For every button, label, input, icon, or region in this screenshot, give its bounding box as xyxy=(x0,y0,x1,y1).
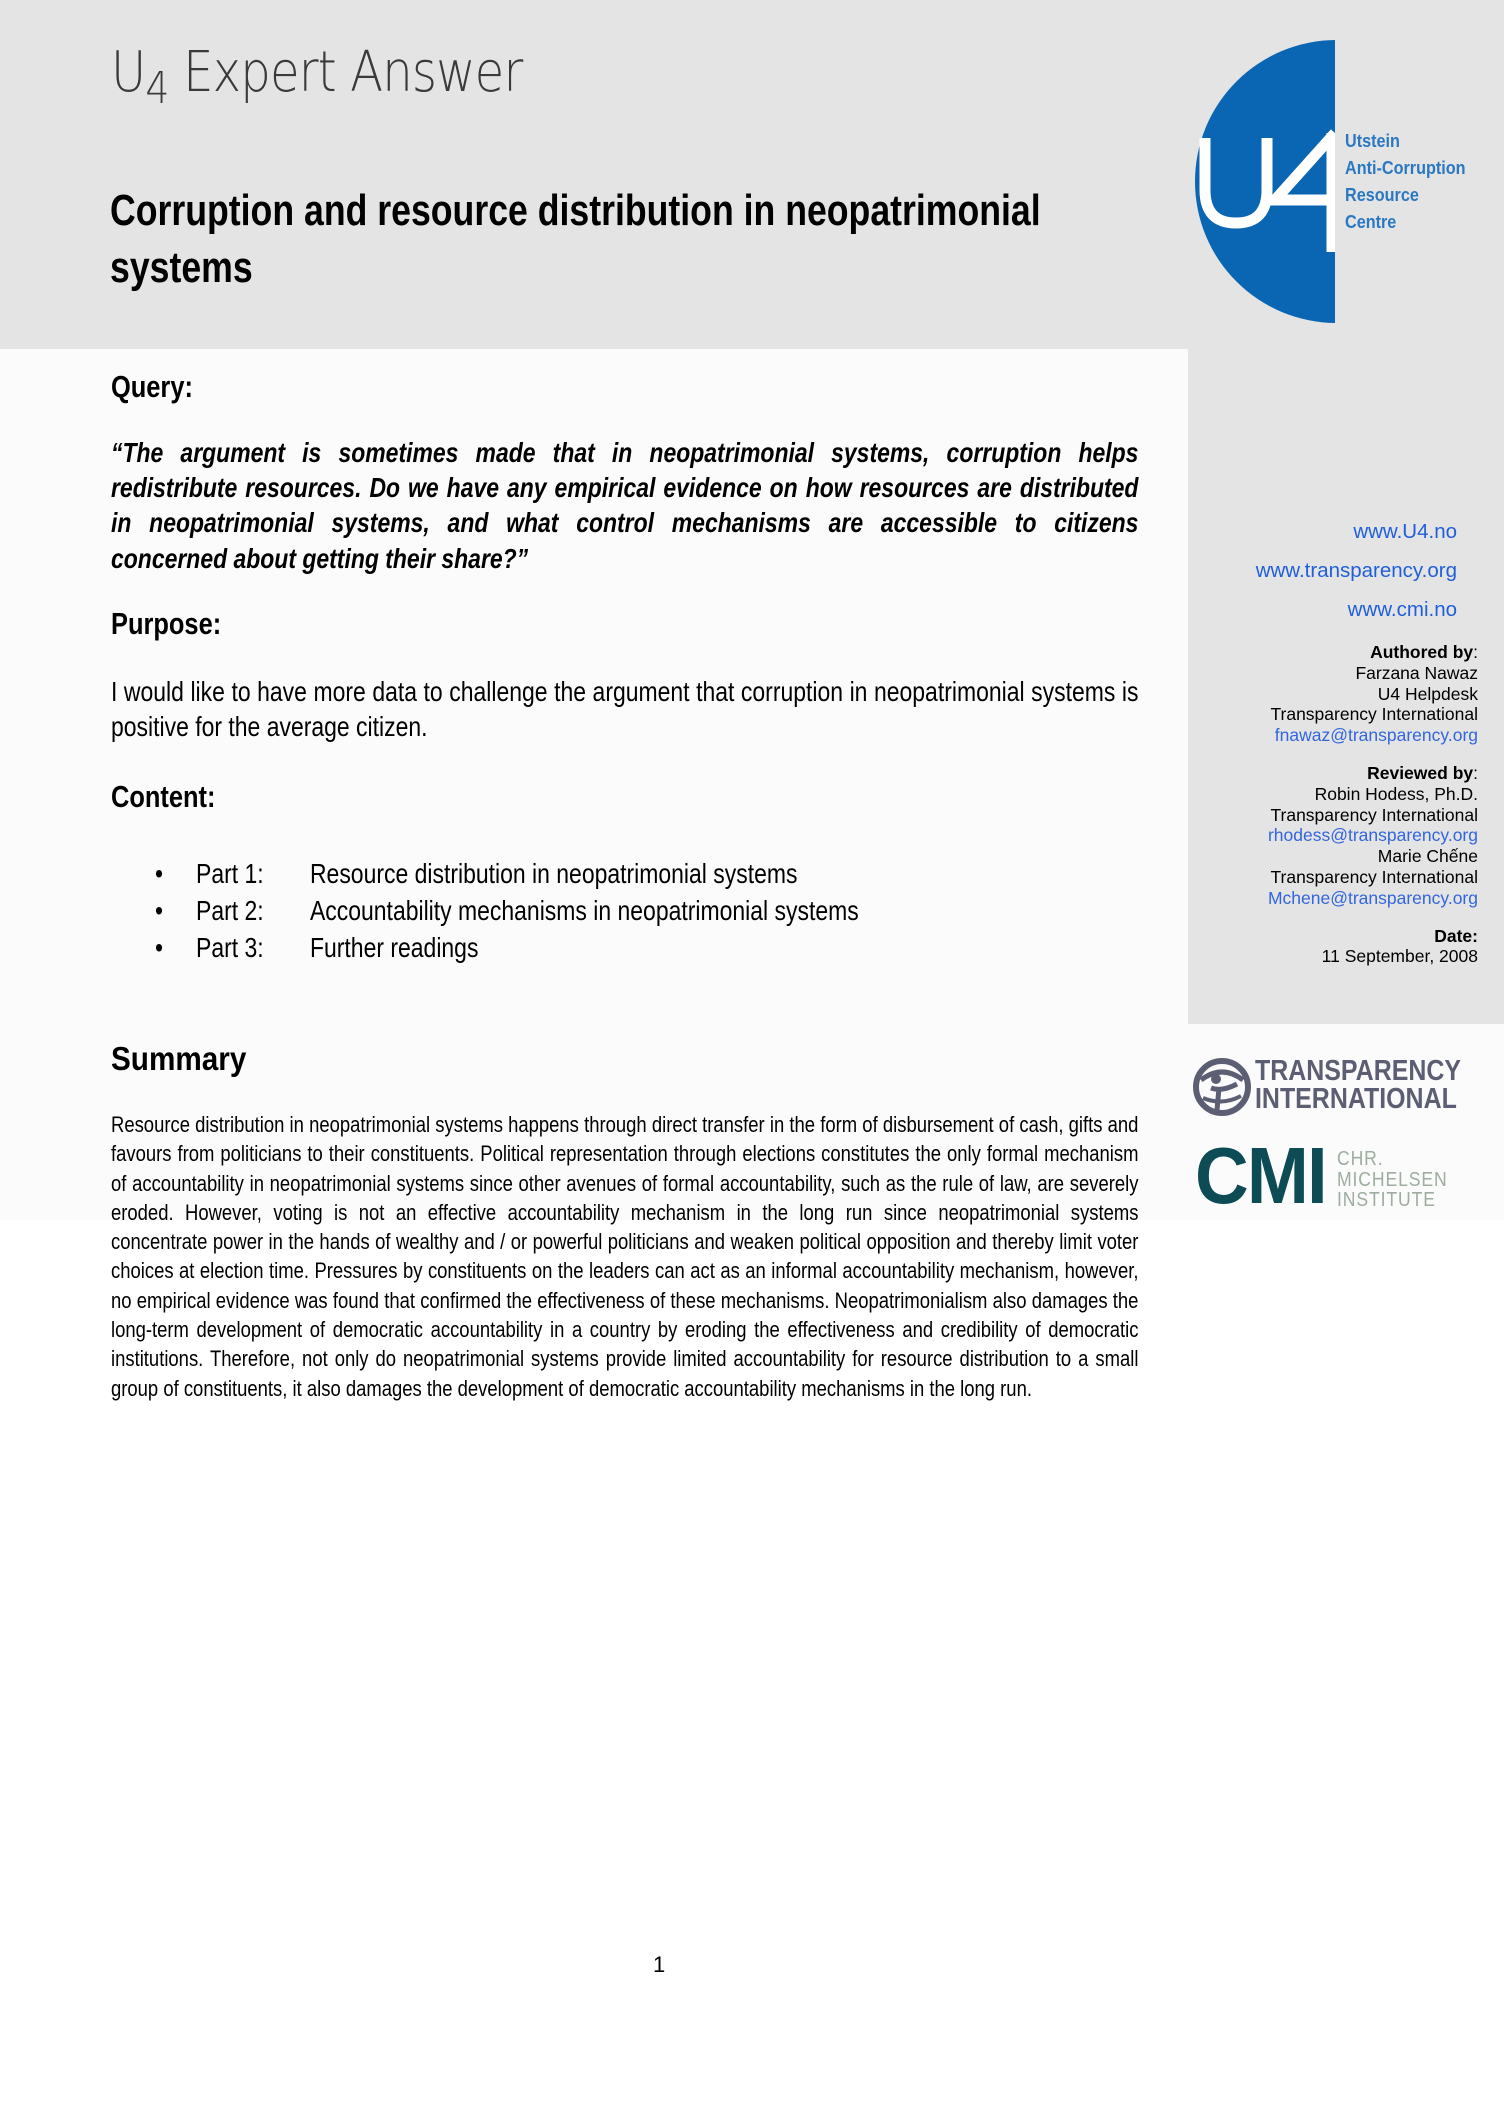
reviewer-email-link[interactable]: Mchene@transparency.org xyxy=(1267,887,1478,908)
reviewed-by-label: Reviewed by: xyxy=(1367,762,1478,783)
u4-logo-line: Centre xyxy=(1345,212,1397,232)
content-heading: Content: xyxy=(111,779,216,814)
content-part-title: Accountability mechanisms in neopatrimonial systems xyxy=(309,895,859,926)
reviewer-name: Robin Hodess, Ph.D. xyxy=(1314,783,1478,804)
content-part-label: Part 1: xyxy=(196,858,264,889)
summary-heading: Summary xyxy=(111,1040,247,1077)
content-part-label: Part 3: xyxy=(196,932,264,963)
u4-mark-icon xyxy=(1195,40,1335,323)
date-value: 11 September, 2008 xyxy=(1321,946,1478,967)
author-name: Farzana Nawaz xyxy=(1355,662,1478,683)
link-transparency[interactable]: www.transparency.org xyxy=(1255,559,1457,582)
authored-label-text: Authored by xyxy=(1370,642,1474,662)
reviewed-label-text: Reviewed by xyxy=(1367,762,1474,783)
date-label: Date: xyxy=(1434,925,1478,946)
summary-text: Resource distribution in neopatrimonial systems happens through direct transfer in the form of disbursement of cash, gifts and favours from politicians to their constituents. Political representation through elections constitutes the only formal mechanism of accountability in neopatrimonial systems since other avenues of formal accountability, such as the rule of law, are severely eroded. However, voting is not an effective accountability mechanism in the long run since neopatrimonial systems concentrate power in the hands of wealthy and / or powerful politicians and weaken political opposition and thereby limit voter choices at election time. Pressures by constituents on the leaders can act as an informal accountability mechanism, however, no empirical evidence was found that confirmed the effectiveness of these mechanisms. Neopatrimonialism also damages the long-term development of democratic accountability in a country by eroding the effectiveness and credibility of democratic institutions. Therefore, not only do neopatrimonial systems provide limited accountability for resource distribution to a small group of constituents, it also damages the development of democratic accountability mechanisms in the long run. xyxy=(111,1112,1139,1401)
ti-line2: INTERNATIONAL xyxy=(1255,1083,1457,1115)
query-heading: Query: xyxy=(111,369,193,404)
ti-globe-icon xyxy=(1193,1058,1251,1116)
reviewer-email-link[interactable]: rhodess@transparency.org xyxy=(1267,825,1478,846)
u4-logo-line: Utstein xyxy=(1345,131,1400,151)
page-number: 1 xyxy=(653,1952,666,1977)
u4-logo-text xyxy=(1345,128,1466,236)
purpose-text: I would like to have more data to challenge the argument that corruption in neopatrimonial systems is positive for the average citizen. xyxy=(111,676,1139,742)
document-metadata xyxy=(1268,642,1478,967)
link-u4[interactable]: www.U4.no xyxy=(1353,520,1457,543)
brand-rest: Expert Answer xyxy=(168,40,523,105)
reviewer-org: Transparency International xyxy=(1270,804,1478,825)
purpose-heading: Purpose: xyxy=(111,606,222,641)
brand-prefix: U xyxy=(111,40,146,105)
author-unit: U4 Helpdesk xyxy=(1377,683,1478,704)
ti-logo-text xyxy=(1255,1057,1461,1113)
cmi-line: CHR. xyxy=(1337,1148,1384,1170)
cmi-mark: CMI xyxy=(1195,1131,1326,1220)
content-part-title: Resource distribution in neopatrimonial systems xyxy=(309,858,798,889)
series-brand xyxy=(111,40,523,114)
cmi-logo-text xyxy=(1337,1149,1448,1211)
brand-sub: 4 xyxy=(145,63,169,114)
ti-line1: TRANSPARENCY xyxy=(1255,1055,1462,1087)
u4-logo-line: Resource xyxy=(1345,185,1419,205)
reviewer-name: Marie Chếne xyxy=(1377,846,1478,867)
cmi-line: INSTITUTE xyxy=(1337,1189,1436,1211)
bullet-icon: • xyxy=(155,895,164,926)
cmi-logo xyxy=(1195,1131,1465,1220)
bullet-icon: • xyxy=(155,858,164,889)
bullet-icon: • xyxy=(155,932,164,963)
document-title: Corruption and resource distribution in neopatrimonial systems xyxy=(110,186,1041,292)
transparency-international-logo xyxy=(1193,1057,1468,1119)
reviewer-org: Transparency International xyxy=(1270,866,1478,887)
author-email-link[interactable]: fnawaz@transparency.org xyxy=(1274,725,1478,746)
query-text: “The argument is sometimes made that in neopatrimonial systems, corruption helps redistribute resources. Do we have any empirical evidence on how resources are distributed in neopatrimonial systems, and what control mechanisms are accessible to citizens concerned about getting their share?” xyxy=(111,437,1139,574)
u4-logo xyxy=(1195,40,1335,323)
link-cmi[interactable]: www.cmi.no xyxy=(1347,598,1457,621)
content-part-title: Further readings xyxy=(309,932,479,963)
cmi-line: MICHELSEN xyxy=(1337,1168,1448,1191)
authored-by-label: Authored by: xyxy=(1370,642,1478,662)
u4-logo-line: Anti-Corruption xyxy=(1345,158,1466,178)
content-part-label: Part 2: xyxy=(196,895,264,926)
author-org: Transparency International xyxy=(1270,704,1478,725)
sidebar-links xyxy=(1256,512,1457,629)
